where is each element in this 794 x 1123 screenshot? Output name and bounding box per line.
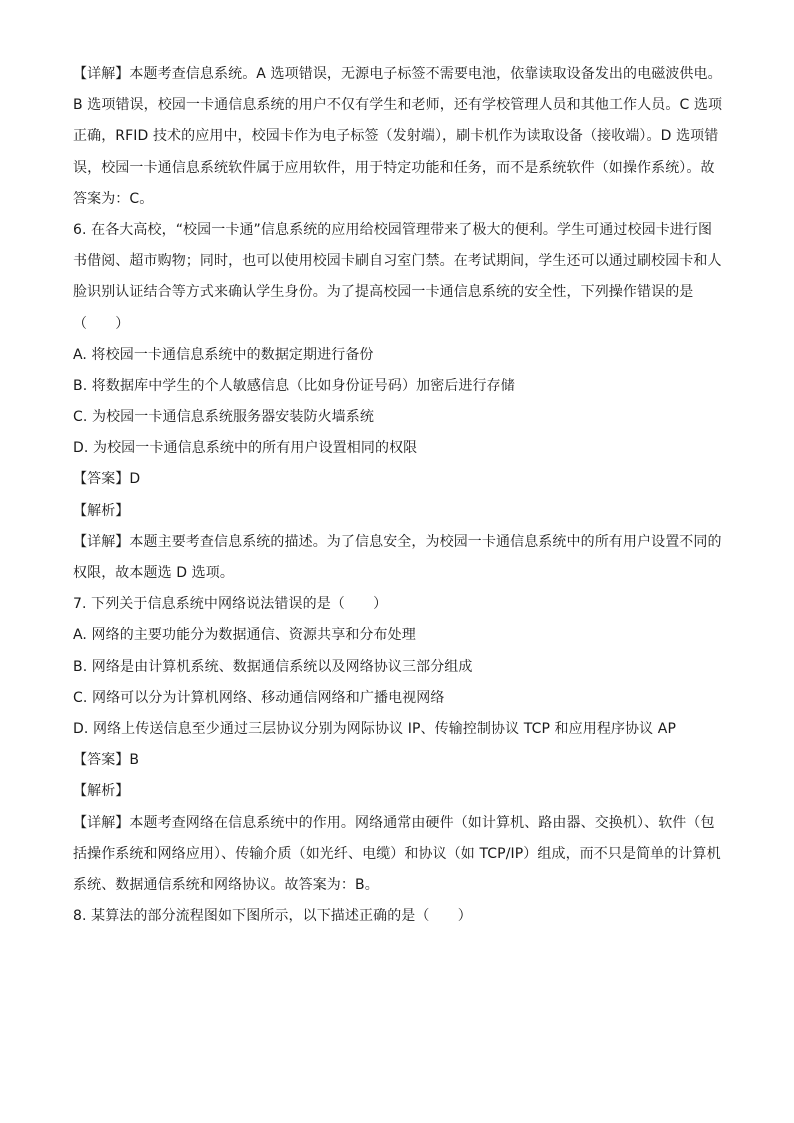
- option-a: A. 将校园一卡通信息系统中的数据定期进行备份: [73, 346, 374, 363]
- option-c: C. 网络可以分为计算机网络、移动通信网络和广播电视网络: [73, 689, 445, 706]
- option-d: D. 网络上传送信息至少通过三层协议分别为网际协议 IP、传输控制协议 TCP 和应用程序协议 AP: [73, 720, 677, 737]
- option-c: C. 为校园一卡通信息系统服务器安装防火墙系统: [73, 409, 374, 426]
- detail-line: 括操作系统和网络应用）、传输介质（如光纤、电缆）和协议（如 TCP/IP）组成，而不只是简单的计算机: [73, 845, 721, 862]
- detail-line: 权限，故本题选 D 选项。: [73, 565, 234, 581]
- question-stem-line: 脸识别认证结合等方式来确认学生身份。为了提高校园一卡通信息系统的安全性，下列操作错误的是: [73, 284, 694, 301]
- detail-line: 系统、数据通信系统和网络协议。故答案为：B。: [73, 876, 379, 893]
- question-stem: 7. 下列关于信息系统中网络说法错误的是（ ）: [73, 596, 388, 613]
- answer-label: 【答案】D: [73, 471, 141, 488]
- question-stem: 8. 某算法的部分流程图如下图所示，以下描述正确的是（ ）: [73, 908, 472, 925]
- text-line: 正确，RFID 技术的应用中，校园卡作为电子标签（发射端），刷卡机作为读取设备（接收端）。D 选项错: [73, 128, 719, 145]
- detail-line: 【详解】本题考查网络在信息系统中的作用。网络通常由硬件（如计算机、路由器、交换机）、软件（包: [73, 814, 715, 831]
- analysis-label: 【解析】: [73, 783, 130, 800]
- text-line: 【详解】本题考查信息系统。A 选项错误，无源电子标签不需要电池，依靠读取设备发出的电磁波供电。: [73, 66, 722, 82]
- q5-detail: [73, 62, 723, 211]
- document-page: [73, 62, 723, 928]
- option-b: B. 将数据库中学生的个人敏感信息（比如身份证号码）加密后进行存储: [73, 377, 515, 394]
- text-line: 答案为：C。: [73, 190, 154, 207]
- text-line: B 选项错误，校园一卡通信息系统的用户不仅有学生和老师，还有学校管理人员和其他工作人员。C 选项: [73, 97, 723, 114]
- option-d: D. 为校园一卡通信息系统中的所有用户设置相同的权限: [73, 440, 418, 457]
- question-7: [73, 592, 723, 897]
- question-stem-line: （ ）: [73, 315, 130, 332]
- analysis-label: 【解析】: [73, 502, 130, 519]
- question-6: [73, 218, 723, 585]
- question-stem-line: 6. 在各大高校，“校园一卡通”信息系统的应用给校园管理带来了极大的便利。学生可通过校园卡进行图: [73, 221, 713, 238]
- option-a: A. 网络的主要功能分为数据通信、资源共享和分布处理: [73, 627, 416, 644]
- detail-line: 【详解】本题主要考查信息系统的描述。为了信息安全，为校园一卡通信息系统中的所有用户设置不同的: [73, 533, 722, 550]
- option-b: B. 网络是由计算机系统、数据通信系统以及网络协议三部分组成: [73, 658, 473, 675]
- answer-label: 【答案】B: [73, 752, 140, 769]
- question-8: [73, 904, 723, 928]
- question-stem-line: 书借阅、超市购物；同时，也可以使用校园卡刷自习室门禁。在考试期间，学生还可以通过刷校园卡和人: [73, 253, 722, 270]
- text-line: 误，校园一卡通信息系统软件属于应用软件，用于特定功能和任务，而不是系统软件（如操作系统）。故: [73, 159, 715, 176]
